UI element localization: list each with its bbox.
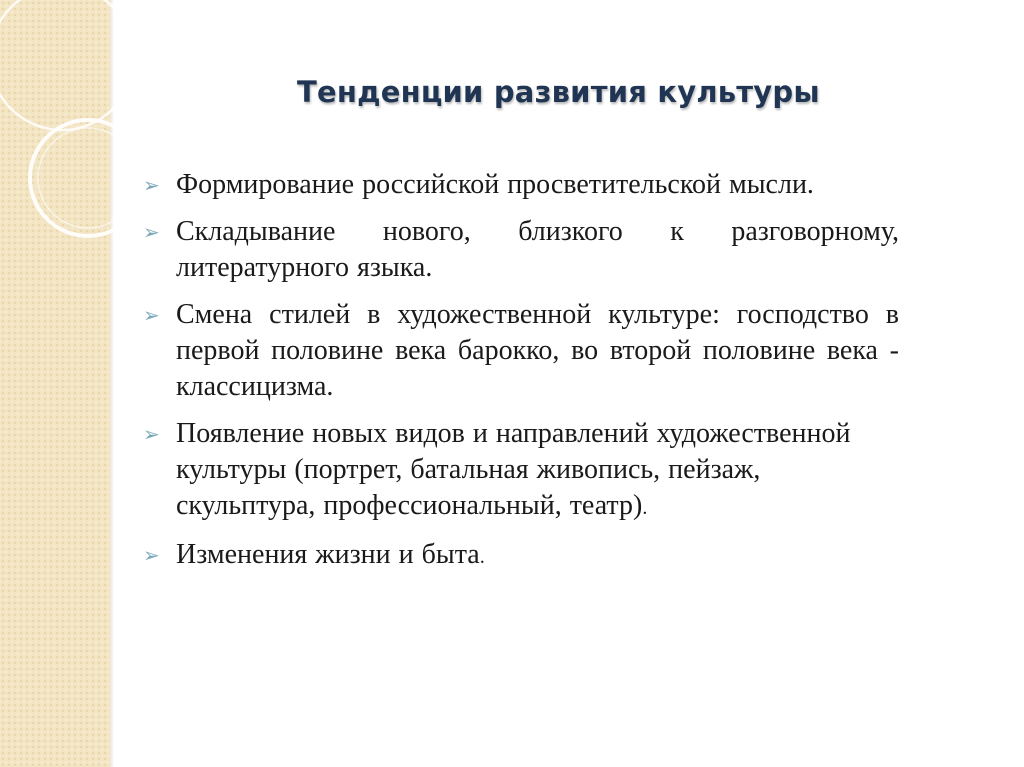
decorative-rings (0, 0, 130, 260)
bullet-text: Смена стилей в художественной культуре: господство в первой половине века барокко, во второй половине века - классицизма. (176, 299, 899, 402)
arrow-bullet-icon: ➢ (143, 220, 160, 244)
decorative-ring-large (0, 0, 130, 130)
bullet-list (143, 167, 899, 586)
bullet-period: . (479, 546, 485, 568)
arrow-bullet-icon: ➢ (143, 173, 160, 197)
bullet-item (143, 167, 899, 203)
bullet-text: Изменения жизни и быта (176, 539, 480, 570)
bullet-item (143, 214, 899, 286)
decorative-ring-small (30, 120, 130, 236)
bullet-text-wrapper (176, 416, 899, 526)
bullet-item (143, 416, 899, 526)
arrow-bullet-icon: ➢ (143, 543, 160, 567)
bullet-text-wrapper (176, 537, 899, 575)
bullet-text: Появление новых видов и направлений художественной культуры (портрет, батальная живопись, пейзаж, скульптура, профессиональный, театр) (176, 418, 851, 521)
arrow-bullet-icon: ➢ (143, 303, 160, 327)
bullet-item (143, 537, 899, 575)
bullet-text: Складывание нового, близкого к разговорному, литературного языка. (176, 216, 899, 283)
slide-title: Тенденции развития культуры (297, 75, 820, 109)
arrow-bullet-icon: ➢ (143, 422, 160, 446)
bullet-item (143, 297, 899, 405)
bullet-text: Формирование российской просветительской мысли. (176, 169, 814, 200)
bullet-period: . (642, 497, 648, 519)
decorative-ring-inner (38, 128, 130, 228)
